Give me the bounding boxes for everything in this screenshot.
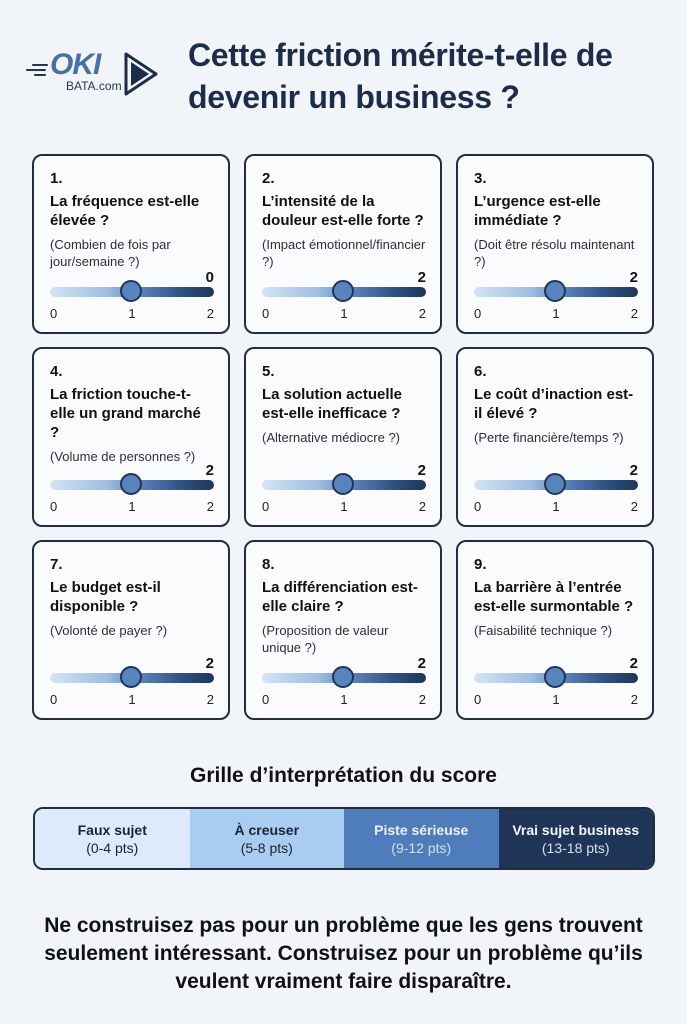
criterion-question: L’intensité de la douleur est-elle forte ? (262, 193, 424, 229)
tick-1: 1 (340, 306, 348, 321)
legend-segment-faux-sujet (35, 809, 190, 868)
slider-scale (474, 306, 638, 322)
tick-1: 1 (340, 499, 348, 514)
segment-label: Faux sujet (77, 821, 147, 838)
criterion-score: 2 (629, 269, 638, 286)
criterion-score: 0 (205, 269, 214, 286)
tick-2: 2 (418, 306, 426, 321)
criterion-hint: (Doit être résolu maintenant ?) (474, 237, 635, 269)
segment-label: Vrai sujet business (512, 821, 640, 838)
segment-label: Piste sérieuse (374, 821, 469, 838)
tick-0: 0 (262, 306, 270, 321)
header (0, 0, 687, 140)
criterion-score: 2 (629, 462, 638, 479)
criterion-hint: (Volume de personnes ?) (50, 449, 196, 464)
slider-scale (262, 692, 426, 708)
score-slider-thumb[interactable] (544, 280, 566, 302)
criterion-card (244, 540, 442, 720)
legend-segment-piste-serieuse (344, 809, 499, 868)
legend-segment-vrai-sujet (499, 809, 654, 868)
criterion-score: 2 (629, 655, 638, 672)
tick-2: 2 (418, 692, 426, 707)
criteria-grid (32, 154, 655, 720)
slider-scale (474, 692, 638, 708)
criterion-question: La différenciation est-elle claire ? (262, 579, 418, 615)
criterion-question: La friction touche-t-elle un grand marché ? (50, 386, 201, 441)
criterion-number: 9. (474, 556, 487, 573)
segment-label: À creuser (234, 821, 300, 838)
tick-0: 0 (262, 499, 270, 514)
tick-0: 0 (50, 692, 58, 707)
tick-1: 1 (552, 306, 560, 321)
criterion-question: La fréquence est-elle élevée ? (50, 193, 200, 229)
segment-range: (0-4 pts) (86, 839, 139, 856)
slider-scale (262, 499, 426, 515)
tick-0: 0 (474, 306, 482, 321)
criterion-hint: (Perte financière/temps ?) (474, 430, 624, 445)
speed-lines-icon (26, 64, 48, 76)
criterion-hint: (Impact émotionnel/financier ?) (262, 237, 426, 269)
tick-2: 2 (630, 306, 638, 321)
score-slider-thumb[interactable] (332, 473, 354, 495)
tick-1: 1 (552, 499, 560, 514)
score-slider-thumb[interactable] (120, 280, 142, 302)
criterion-number: 1. (50, 170, 63, 187)
criterion-number: 3. (474, 170, 487, 187)
criterion-score: 2 (417, 655, 426, 672)
criterion-card (32, 347, 230, 527)
slider-scale (50, 306, 214, 322)
criterion-question: Le coût d’inaction est-il élevé ? (474, 386, 634, 422)
criterion-hint: (Proposition de valeur unique ?) (262, 623, 389, 655)
segment-range: (13-18 pts) (541, 839, 610, 856)
tick-0: 0 (474, 692, 482, 707)
tick-1: 1 (128, 306, 136, 321)
criterion-hint: (Faisabilité technique ?) (474, 623, 613, 638)
criterion-score: 2 (205, 655, 214, 672)
tick-2: 2 (206, 692, 214, 707)
score-legend-bar (33, 807, 655, 870)
criterion-question: La barrière à l’entrée est-elle surmontable ? (474, 579, 634, 615)
page-title: Cette friction mérite-t-elle de devenir un business ? (188, 37, 613, 115)
score-slider-thumb[interactable] (544, 666, 566, 688)
criterion-number: 4. (50, 363, 63, 380)
logo-main-text: OKI (50, 48, 101, 81)
tick-1: 1 (552, 692, 560, 707)
criterion-hint: (Volonté de payer ?) (50, 623, 168, 638)
tick-2: 2 (630, 692, 638, 707)
logo-sub-text: BATA.com (66, 79, 122, 93)
criterion-number: 7. (50, 556, 63, 573)
criterion-hint: (Alternative médiocre ?) (262, 430, 400, 445)
tick-0: 0 (50, 306, 58, 321)
criterion-card (32, 154, 230, 334)
footer-quote: Ne construisez pas pour un problème que les gens trouvent seulement intéressant. Construisez pour un problème qu’ils veulent vraiment faire disparaître. (44, 914, 643, 993)
tick-1: 1 (128, 499, 136, 514)
tick-1: 1 (128, 692, 136, 707)
criterion-card (456, 154, 654, 334)
criterion-card (456, 347, 654, 527)
score-slider-thumb[interactable] (544, 473, 566, 495)
criterion-number: 8. (262, 556, 275, 573)
tick-2: 2 (206, 306, 214, 321)
criterion-number: 6. (474, 363, 487, 380)
criterion-card (32, 540, 230, 720)
criterion-question: Le budget est-il disponible ? (50, 579, 161, 615)
criterion-card (244, 347, 442, 527)
tick-0: 0 (474, 499, 482, 514)
segment-range: (9-12 pts) (391, 839, 452, 856)
criterion-score: 2 (417, 269, 426, 286)
legend-segment-a-creuser (190, 809, 345, 868)
slider-scale (262, 306, 426, 322)
legend-title: Grille d’interprétation du score (190, 764, 497, 787)
segment-range: (5-8 pts) (240, 839, 293, 856)
tick-0: 0 (262, 692, 270, 707)
criterion-card (244, 154, 442, 334)
tick-2: 2 (418, 499, 426, 514)
play-icon (120, 50, 160, 98)
criterion-score: 2 (205, 462, 214, 479)
tick-2: 2 (206, 499, 214, 514)
slider-scale (50, 692, 214, 708)
criterion-number: 2. (262, 170, 275, 187)
score-slider-thumb[interactable] (332, 666, 354, 688)
tick-0: 0 (50, 499, 58, 514)
slider-scale (50, 499, 214, 515)
criterion-card (456, 540, 654, 720)
criterion-question: La solution actuelle est-elle inefficace ? (262, 386, 403, 422)
criterion-score: 2 (417, 462, 426, 479)
logo (26, 50, 166, 100)
tick-2: 2 (630, 499, 638, 514)
score-slider-thumb[interactable] (332, 280, 354, 302)
score-slider-thumb[interactable] (120, 666, 142, 688)
criterion-question: L’urgence est-elle immédiate ? (474, 193, 601, 229)
score-slider-thumb[interactable] (120, 473, 142, 495)
criterion-number: 5. (262, 363, 275, 380)
criterion-hint: (Combien de fois par jour/semaine ?) (50, 237, 171, 269)
slider-scale (474, 499, 638, 515)
tick-1: 1 (340, 692, 348, 707)
